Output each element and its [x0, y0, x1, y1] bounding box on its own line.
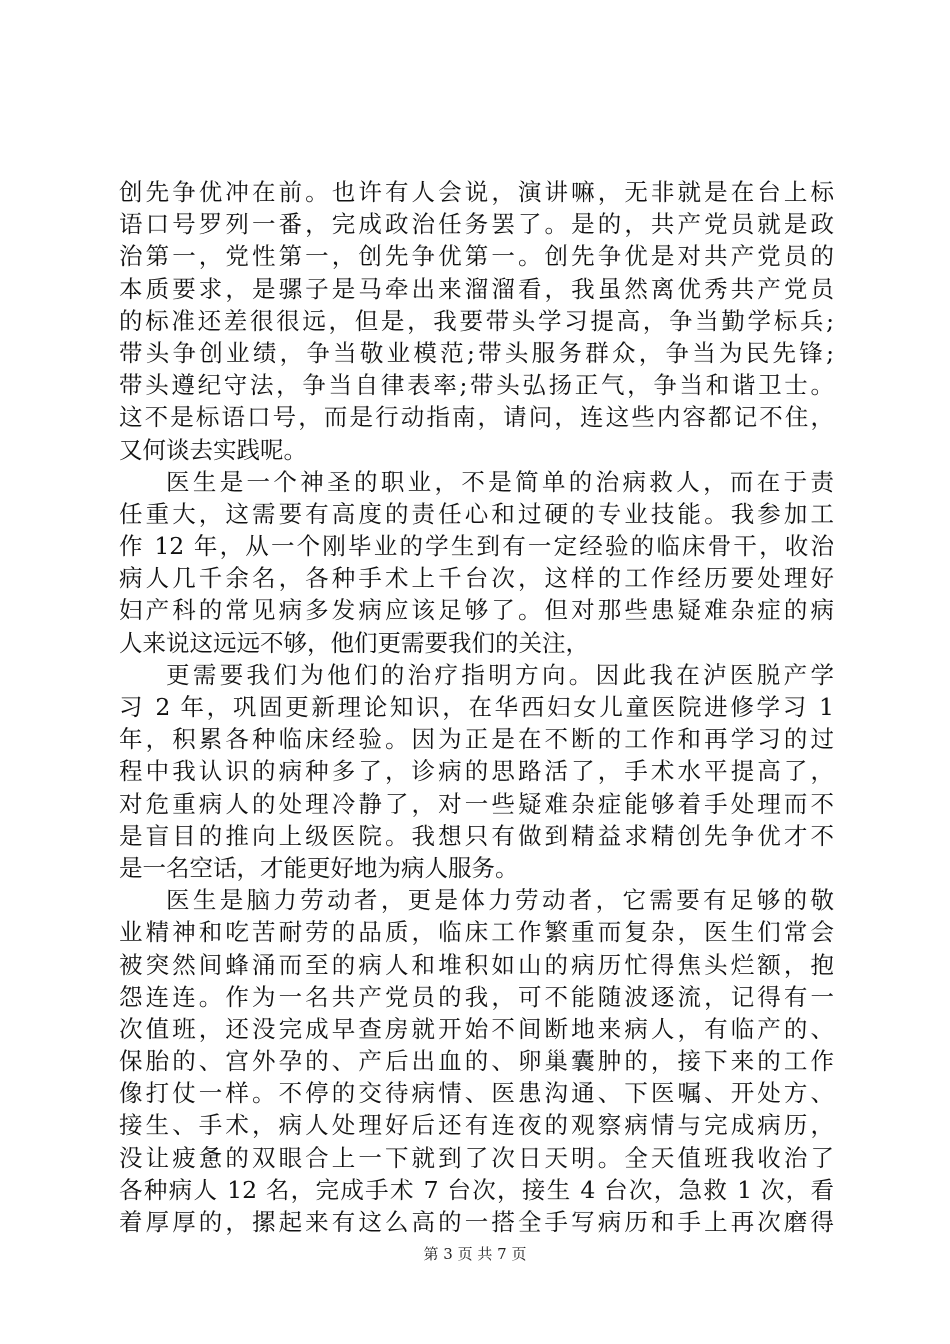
text-line: 年，积累各种临床经验。因为正是在不断的工作和再学习的过 — [119, 725, 834, 754]
text-line: 治第一，党性第一，创先争优第一。创先争优是对共产党员的 — [119, 242, 834, 271]
text-line: 语口号罗列一番，完成政治任务罢了。是的，共产党员就是政 — [119, 210, 834, 239]
text-line: 怨连连。作为一名共产党员的我，可不能随波逐流，记得有一 — [119, 982, 834, 1011]
text-line: 被突然间蜂涌而至的病人和堆积如山的病历忙得焦头烂额，抱 — [119, 950, 834, 979]
text-line: 带头遵纪守法，争当自律表率;带头弘扬正气，争当和谐卫士。 — [119, 371, 834, 400]
text-line: 接生、手术，病人处理好后还有连夜的观察病情与完成病历， — [119, 1111, 834, 1140]
text-line: 是一名空话，才能更好地为病人服务。 — [119, 853, 519, 882]
text-line: 带头争创业绩，争当敬业模范;带头服务群众，争当为民先锋; — [119, 338, 834, 367]
text-line: 本质要求，是骡子是马牵出来溜溜看，我虽然离优秀共产党员 — [119, 274, 834, 303]
paragraph-first-line: 医生是脑力劳动者，更是体力劳动者，它需要有足够的敬 — [166, 886, 834, 915]
text-line: 人来说这远远不够，他们更需要我们的关注， — [119, 628, 589, 657]
text-line: 习 2 年，巩固更新理论知识，在华西妇女儿童医院进修学习 1 — [119, 693, 834, 721]
text-line: 次值班，还没完成早查房就开始不间断地来病人，有临产的、 — [119, 1014, 834, 1043]
body-text — [119, 176, 834, 1238]
text-line: 作 12 年，从一个刚毕业的学生到有一定经验的临床骨干，收治 — [119, 532, 834, 561]
text-line: 像打仗一样。不停的交待病情、医患沟通、下医嘱、开处方、 — [119, 1079, 834, 1108]
text-line: 业精神和吃苦耐劳的品质，临床工作繁重而复杂，医生们常会 — [119, 918, 834, 947]
paragraph-first-line: 医生是一个神圣的职业，不是简单的治病救人，而在于责 — [166, 467, 834, 496]
text-line: 各种病人 12 名，完成手术 7 台次，接生 4 台次，急救 1 次，看 — [119, 1175, 834, 1204]
text-line: 的标准还差很很远，但是，我要带头学习提高，争当勤学标兵; — [119, 306, 834, 335]
text-line: 又何谈去实践呢。 — [119, 435, 307, 464]
text-line: 任重大，这需要有高度的责任心和过硬的专业技能。我参加工 — [119, 499, 834, 528]
text-line: 妇产科的常见病多发病应该足够了。但对那些患疑难杂症的病 — [119, 596, 834, 625]
text-line: 是盲目的推向上级医院。我想只有做到精益求精创先争优才不 — [119, 821, 834, 850]
text-line: 病人几千余名，各种手术上千台次，这样的工作经历要处理好 — [119, 564, 834, 593]
text-line: 这不是标语口号，而是行动指南，请问，连这些内容都记不住， — [119, 403, 834, 432]
page-number-footer: 第 3 页 共 7 页 — [423, 1245, 527, 1263]
text-line: 保胎的、宫外孕的、产后出血的、卵巢囊肿的，接下来的工作 — [119, 1047, 834, 1076]
text-line: 着厚厚的，摞起来有这么高的一搭全手写病历和手上再次磨得 — [119, 1208, 834, 1236]
text-line: 对危重病人的处理冷静了，对一些疑难杂症能够着手处理而不 — [119, 789, 834, 818]
paragraph-first-line: 更需要我们为他们的治疗指明方向。因此我在泸医脱产学 — [166, 660, 834, 689]
text-line: 没让疲惫的双眼合上一下就到了次日天明。全天值班我收治了 — [119, 1143, 834, 1172]
text-line: 程中我认识的病种多了，诊病的思路活了，手术水平提高了， — [119, 757, 834, 786]
text-line: 创先争优冲在前。也许有人会说，演讲嘛，无非就是在台上标 — [119, 178, 834, 206]
